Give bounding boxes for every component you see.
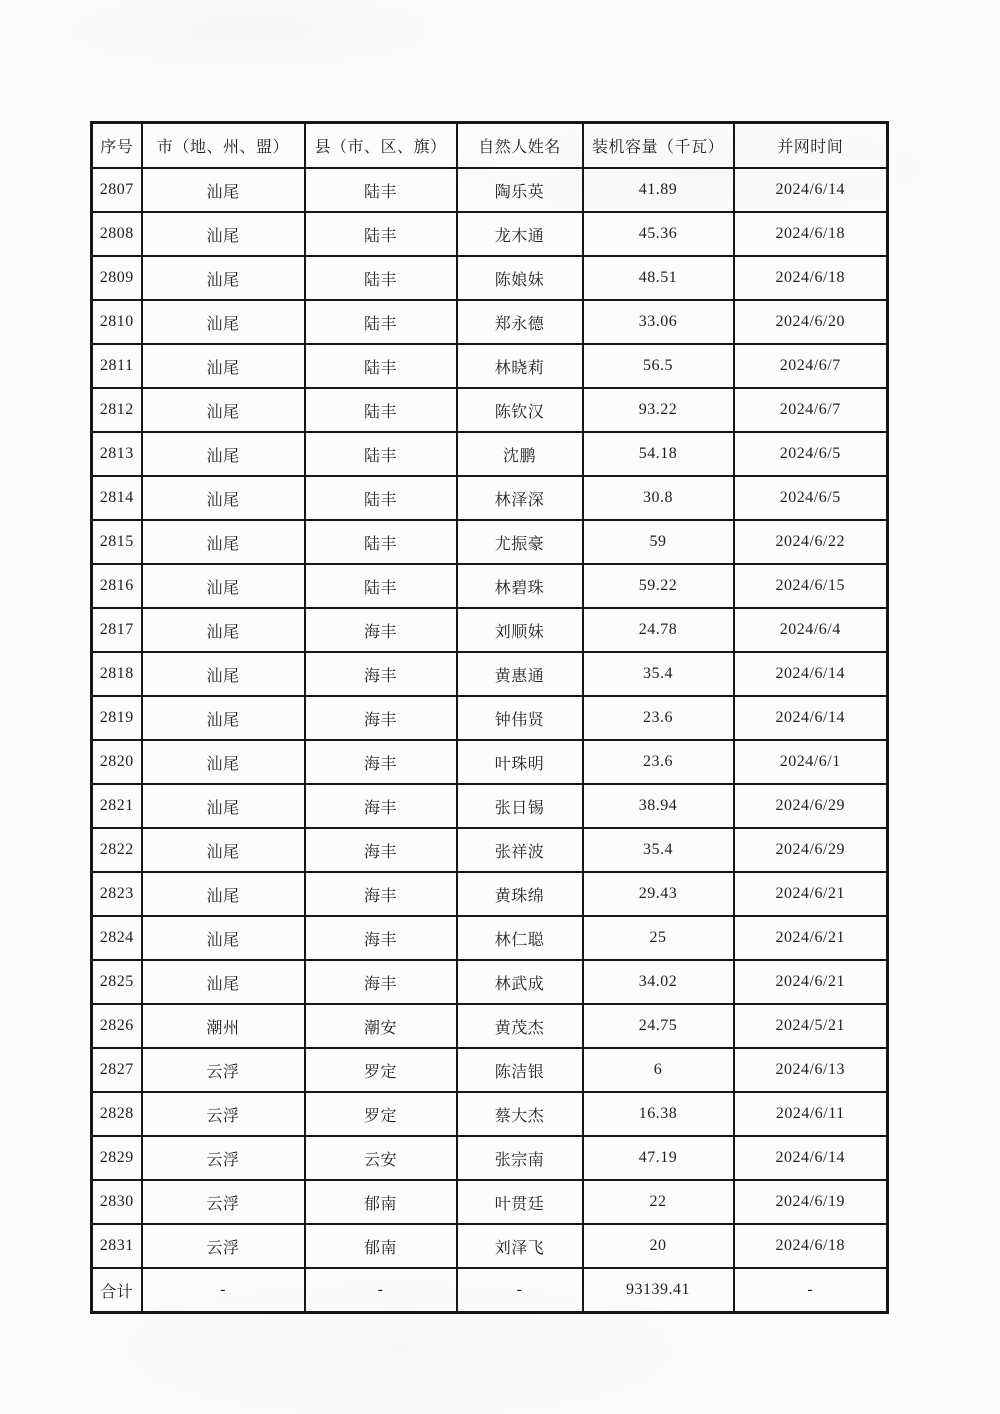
cell-capacity: 25 xyxy=(583,916,734,960)
cell-city: 汕尾 xyxy=(142,608,305,652)
cell-city: 汕尾 xyxy=(142,300,305,344)
cell-city: 汕尾 xyxy=(142,256,305,300)
total-cell-index: 合计 xyxy=(92,1268,142,1313)
cell-capacity: 34.02 xyxy=(583,960,734,1004)
cell-date: 2024/6/7 xyxy=(734,344,888,388)
cell-capacity: 35.4 xyxy=(583,828,734,872)
table-row xyxy=(92,608,888,652)
table-row xyxy=(92,740,888,784)
cell-city: 汕尾 xyxy=(142,212,305,256)
cell-index: 2807 xyxy=(92,168,142,212)
cell-date: 2024/6/15 xyxy=(734,564,888,608)
cell-city: 汕尾 xyxy=(142,432,305,476)
cell-name: 刘顺妹 xyxy=(457,608,583,652)
table-row xyxy=(92,1048,888,1092)
cell-date: 2024/6/29 xyxy=(734,784,888,828)
cell-index: 2830 xyxy=(92,1180,142,1224)
cell-capacity: 20 xyxy=(583,1224,734,1268)
cell-city: 汕尾 xyxy=(142,476,305,520)
cell-index: 2813 xyxy=(92,432,142,476)
cell-name: 黄珠绵 xyxy=(457,872,583,916)
table-row xyxy=(92,828,888,872)
table-row xyxy=(92,476,888,520)
cell-index: 2820 xyxy=(92,740,142,784)
pv-grid-connection-table xyxy=(90,121,889,1314)
cell-county: 陆丰 xyxy=(305,344,457,388)
cell-index: 2816 xyxy=(92,564,142,608)
cell-index: 2819 xyxy=(92,696,142,740)
cell-index: 2823 xyxy=(92,872,142,916)
cell-county: 陆丰 xyxy=(305,168,457,212)
cell-date: 2024/6/22 xyxy=(734,520,888,564)
cell-name: 林武成 xyxy=(457,960,583,1004)
cell-date: 2024/6/4 xyxy=(734,608,888,652)
cell-date: 2024/6/21 xyxy=(734,960,888,1004)
cell-name: 刘泽飞 xyxy=(457,1224,583,1268)
table-row xyxy=(92,1180,888,1224)
cell-city: 汕尾 xyxy=(142,960,305,1004)
cell-city: 汕尾 xyxy=(142,916,305,960)
table-row xyxy=(92,388,888,432)
cell-capacity: 47.19 xyxy=(583,1136,734,1180)
cell-date: 2024/6/7 xyxy=(734,388,888,432)
table-row xyxy=(92,256,888,300)
cell-index: 2822 xyxy=(92,828,142,872)
cell-name: 陈钦汉 xyxy=(457,388,583,432)
cell-city: 汕尾 xyxy=(142,740,305,784)
cell-county: 海丰 xyxy=(305,652,457,696)
cell-name: 陈洁银 xyxy=(457,1048,583,1092)
cell-city: 汕尾 xyxy=(142,784,305,828)
cell-city: 汕尾 xyxy=(142,564,305,608)
cell-index: 2829 xyxy=(92,1136,142,1180)
cell-capacity: 45.36 xyxy=(583,212,734,256)
cell-name: 陈娘妹 xyxy=(457,256,583,300)
table-row xyxy=(92,432,888,476)
cell-date: 2024/6/14 xyxy=(734,696,888,740)
table-row xyxy=(92,1092,888,1136)
cell-city: 汕尾 xyxy=(142,696,305,740)
cell-index: 2811 xyxy=(92,344,142,388)
cell-county: 郁南 xyxy=(305,1224,457,1268)
cell-name: 叶珠明 xyxy=(457,740,583,784)
cell-city: 汕尾 xyxy=(142,344,305,388)
cell-county: 罗定 xyxy=(305,1048,457,1092)
cell-county: 陆丰 xyxy=(305,476,457,520)
cell-name: 张祥波 xyxy=(457,828,583,872)
cell-name: 沈鹏 xyxy=(457,432,583,476)
table-row xyxy=(92,1224,888,1268)
cell-city: 汕尾 xyxy=(142,872,305,916)
cell-capacity: 59 xyxy=(583,520,734,564)
cell-index: 2818 xyxy=(92,652,142,696)
table-row xyxy=(92,652,888,696)
cell-index: 2812 xyxy=(92,388,142,432)
cell-capacity: 29.43 xyxy=(583,872,734,916)
cell-city: 云浮 xyxy=(142,1180,305,1224)
cell-date: 2024/6/21 xyxy=(734,916,888,960)
table-row xyxy=(92,1136,888,1180)
cell-capacity: 16.38 xyxy=(583,1092,734,1136)
cell-index: 2815 xyxy=(92,520,142,564)
cell-date: 2024/6/21 xyxy=(734,872,888,916)
cell-name: 林碧珠 xyxy=(457,564,583,608)
cell-county: 海丰 xyxy=(305,960,457,1004)
cell-index: 2814 xyxy=(92,476,142,520)
cell-county: 陆丰 xyxy=(305,564,457,608)
cell-name: 黄惠通 xyxy=(457,652,583,696)
cell-name: 钟伟贤 xyxy=(457,696,583,740)
total-cell-city: - xyxy=(142,1268,305,1313)
cell-date: 2024/6/18 xyxy=(734,212,888,256)
cell-capacity: 93.22 xyxy=(583,388,734,432)
cell-county: 海丰 xyxy=(305,784,457,828)
cell-index: 2825 xyxy=(92,960,142,1004)
table-row xyxy=(92,960,888,1004)
cell-name: 林泽深 xyxy=(457,476,583,520)
cell-county: 郁南 xyxy=(305,1180,457,1224)
cell-city: 汕尾 xyxy=(142,652,305,696)
column-header-name: 自然人姓名 xyxy=(457,123,583,169)
table-row xyxy=(92,1004,888,1048)
cell-name: 张日锡 xyxy=(457,784,583,828)
cell-county: 海丰 xyxy=(305,872,457,916)
cell-county: 潮安 xyxy=(305,1004,457,1048)
table-row xyxy=(92,916,888,960)
cell-name: 郑永德 xyxy=(457,300,583,344)
cell-name: 叶贯廷 xyxy=(457,1180,583,1224)
cell-city: 汕尾 xyxy=(142,168,305,212)
table-row xyxy=(92,872,888,916)
header-row xyxy=(92,123,888,169)
cell-index: 2826 xyxy=(92,1004,142,1048)
table-row xyxy=(92,344,888,388)
cell-date: 2024/6/1 xyxy=(734,740,888,784)
cell-date: 2024/6/5 xyxy=(734,432,888,476)
table-row xyxy=(92,212,888,256)
cell-name: 黄茂杰 xyxy=(457,1004,583,1048)
table-row xyxy=(92,564,888,608)
table-row xyxy=(92,300,888,344)
cell-county: 陆丰 xyxy=(305,300,457,344)
cell-capacity: 59.22 xyxy=(583,564,734,608)
cell-name: 龙木通 xyxy=(457,212,583,256)
cell-index: 2810 xyxy=(92,300,142,344)
cell-name: 林仁聪 xyxy=(457,916,583,960)
cell-index: 2817 xyxy=(92,608,142,652)
cell-index: 2827 xyxy=(92,1048,142,1092)
cell-date: 2024/6/5 xyxy=(734,476,888,520)
cell-capacity: 38.94 xyxy=(583,784,734,828)
cell-county: 陆丰 xyxy=(305,212,457,256)
cell-city: 云浮 xyxy=(142,1136,305,1180)
cell-date: 2024/6/20 xyxy=(734,300,888,344)
cell-capacity: 48.51 xyxy=(583,256,734,300)
cell-name: 陶乐英 xyxy=(457,168,583,212)
column-header-date: 并网时间 xyxy=(734,123,888,169)
cell-capacity: 41.89 xyxy=(583,168,734,212)
cell-index: 2809 xyxy=(92,256,142,300)
cell-county: 海丰 xyxy=(305,916,457,960)
table-row xyxy=(92,520,888,564)
cell-date: 2024/6/14 xyxy=(734,168,888,212)
total-cell-name: - xyxy=(457,1268,583,1313)
cell-date: 2024/5/21 xyxy=(734,1004,888,1048)
cell-county: 海丰 xyxy=(305,740,457,784)
total-cell-date: - xyxy=(734,1268,888,1313)
column-header-county: 县（市、区、旗） xyxy=(305,123,457,169)
cell-name: 张宗南 xyxy=(457,1136,583,1180)
cell-index: 2828 xyxy=(92,1092,142,1136)
cell-capacity: 56.5 xyxy=(583,344,734,388)
cell-county: 陆丰 xyxy=(305,388,457,432)
cell-capacity: 6 xyxy=(583,1048,734,1092)
total-cell-capacity: 93139.41 xyxy=(583,1268,734,1313)
cell-city: 汕尾 xyxy=(142,520,305,564)
column-header-capacity: 装机容量（千瓦） xyxy=(583,123,734,169)
cell-capacity: 24.78 xyxy=(583,608,734,652)
cell-county: 陆丰 xyxy=(305,256,457,300)
cell-capacity: 22 xyxy=(583,1180,734,1224)
cell-capacity: 23.6 xyxy=(583,696,734,740)
cell-city: 汕尾 xyxy=(142,388,305,432)
cell-county: 海丰 xyxy=(305,828,457,872)
cell-name: 蔡大杰 xyxy=(457,1092,583,1136)
cell-county: 云安 xyxy=(305,1136,457,1180)
cell-county: 陆丰 xyxy=(305,432,457,476)
table-row xyxy=(92,168,888,212)
cell-city: 汕尾 xyxy=(142,828,305,872)
total-cell-county: - xyxy=(305,1268,457,1313)
cell-capacity: 35.4 xyxy=(583,652,734,696)
cell-date: 2024/6/11 xyxy=(734,1092,888,1136)
column-header-index: 序号 xyxy=(92,123,142,169)
cell-city: 云浮 xyxy=(142,1092,305,1136)
cell-index: 2821 xyxy=(92,784,142,828)
cell-date: 2024/6/29 xyxy=(734,828,888,872)
cell-date: 2024/6/19 xyxy=(734,1180,888,1224)
cell-city: 云浮 xyxy=(142,1224,305,1268)
cell-date: 2024/6/18 xyxy=(734,1224,888,1268)
cell-county: 罗定 xyxy=(305,1092,457,1136)
column-header-city: 市（地、州、盟） xyxy=(142,123,305,169)
cell-capacity: 23.6 xyxy=(583,740,734,784)
table-row xyxy=(92,784,888,828)
cell-index: 2831 xyxy=(92,1224,142,1268)
cell-name: 尤振豪 xyxy=(457,520,583,564)
cell-county: 陆丰 xyxy=(305,520,457,564)
cell-index: 2808 xyxy=(92,212,142,256)
cell-date: 2024/6/18 xyxy=(734,256,888,300)
cell-index: 2824 xyxy=(92,916,142,960)
cell-capacity: 30.8 xyxy=(583,476,734,520)
cell-name: 林晓莉 xyxy=(457,344,583,388)
cell-county: 海丰 xyxy=(305,696,457,740)
cell-date: 2024/6/14 xyxy=(734,1136,888,1180)
table-row xyxy=(92,696,888,740)
cell-capacity: 54.18 xyxy=(583,432,734,476)
cell-capacity: 33.06 xyxy=(583,300,734,344)
cell-date: 2024/6/13 xyxy=(734,1048,888,1092)
cell-capacity: 24.75 xyxy=(583,1004,734,1048)
cell-date: 2024/6/14 xyxy=(734,652,888,696)
cell-county: 海丰 xyxy=(305,608,457,652)
total-row xyxy=(92,1268,888,1313)
cell-city: 潮州 xyxy=(142,1004,305,1048)
cell-city: 云浮 xyxy=(142,1048,305,1092)
